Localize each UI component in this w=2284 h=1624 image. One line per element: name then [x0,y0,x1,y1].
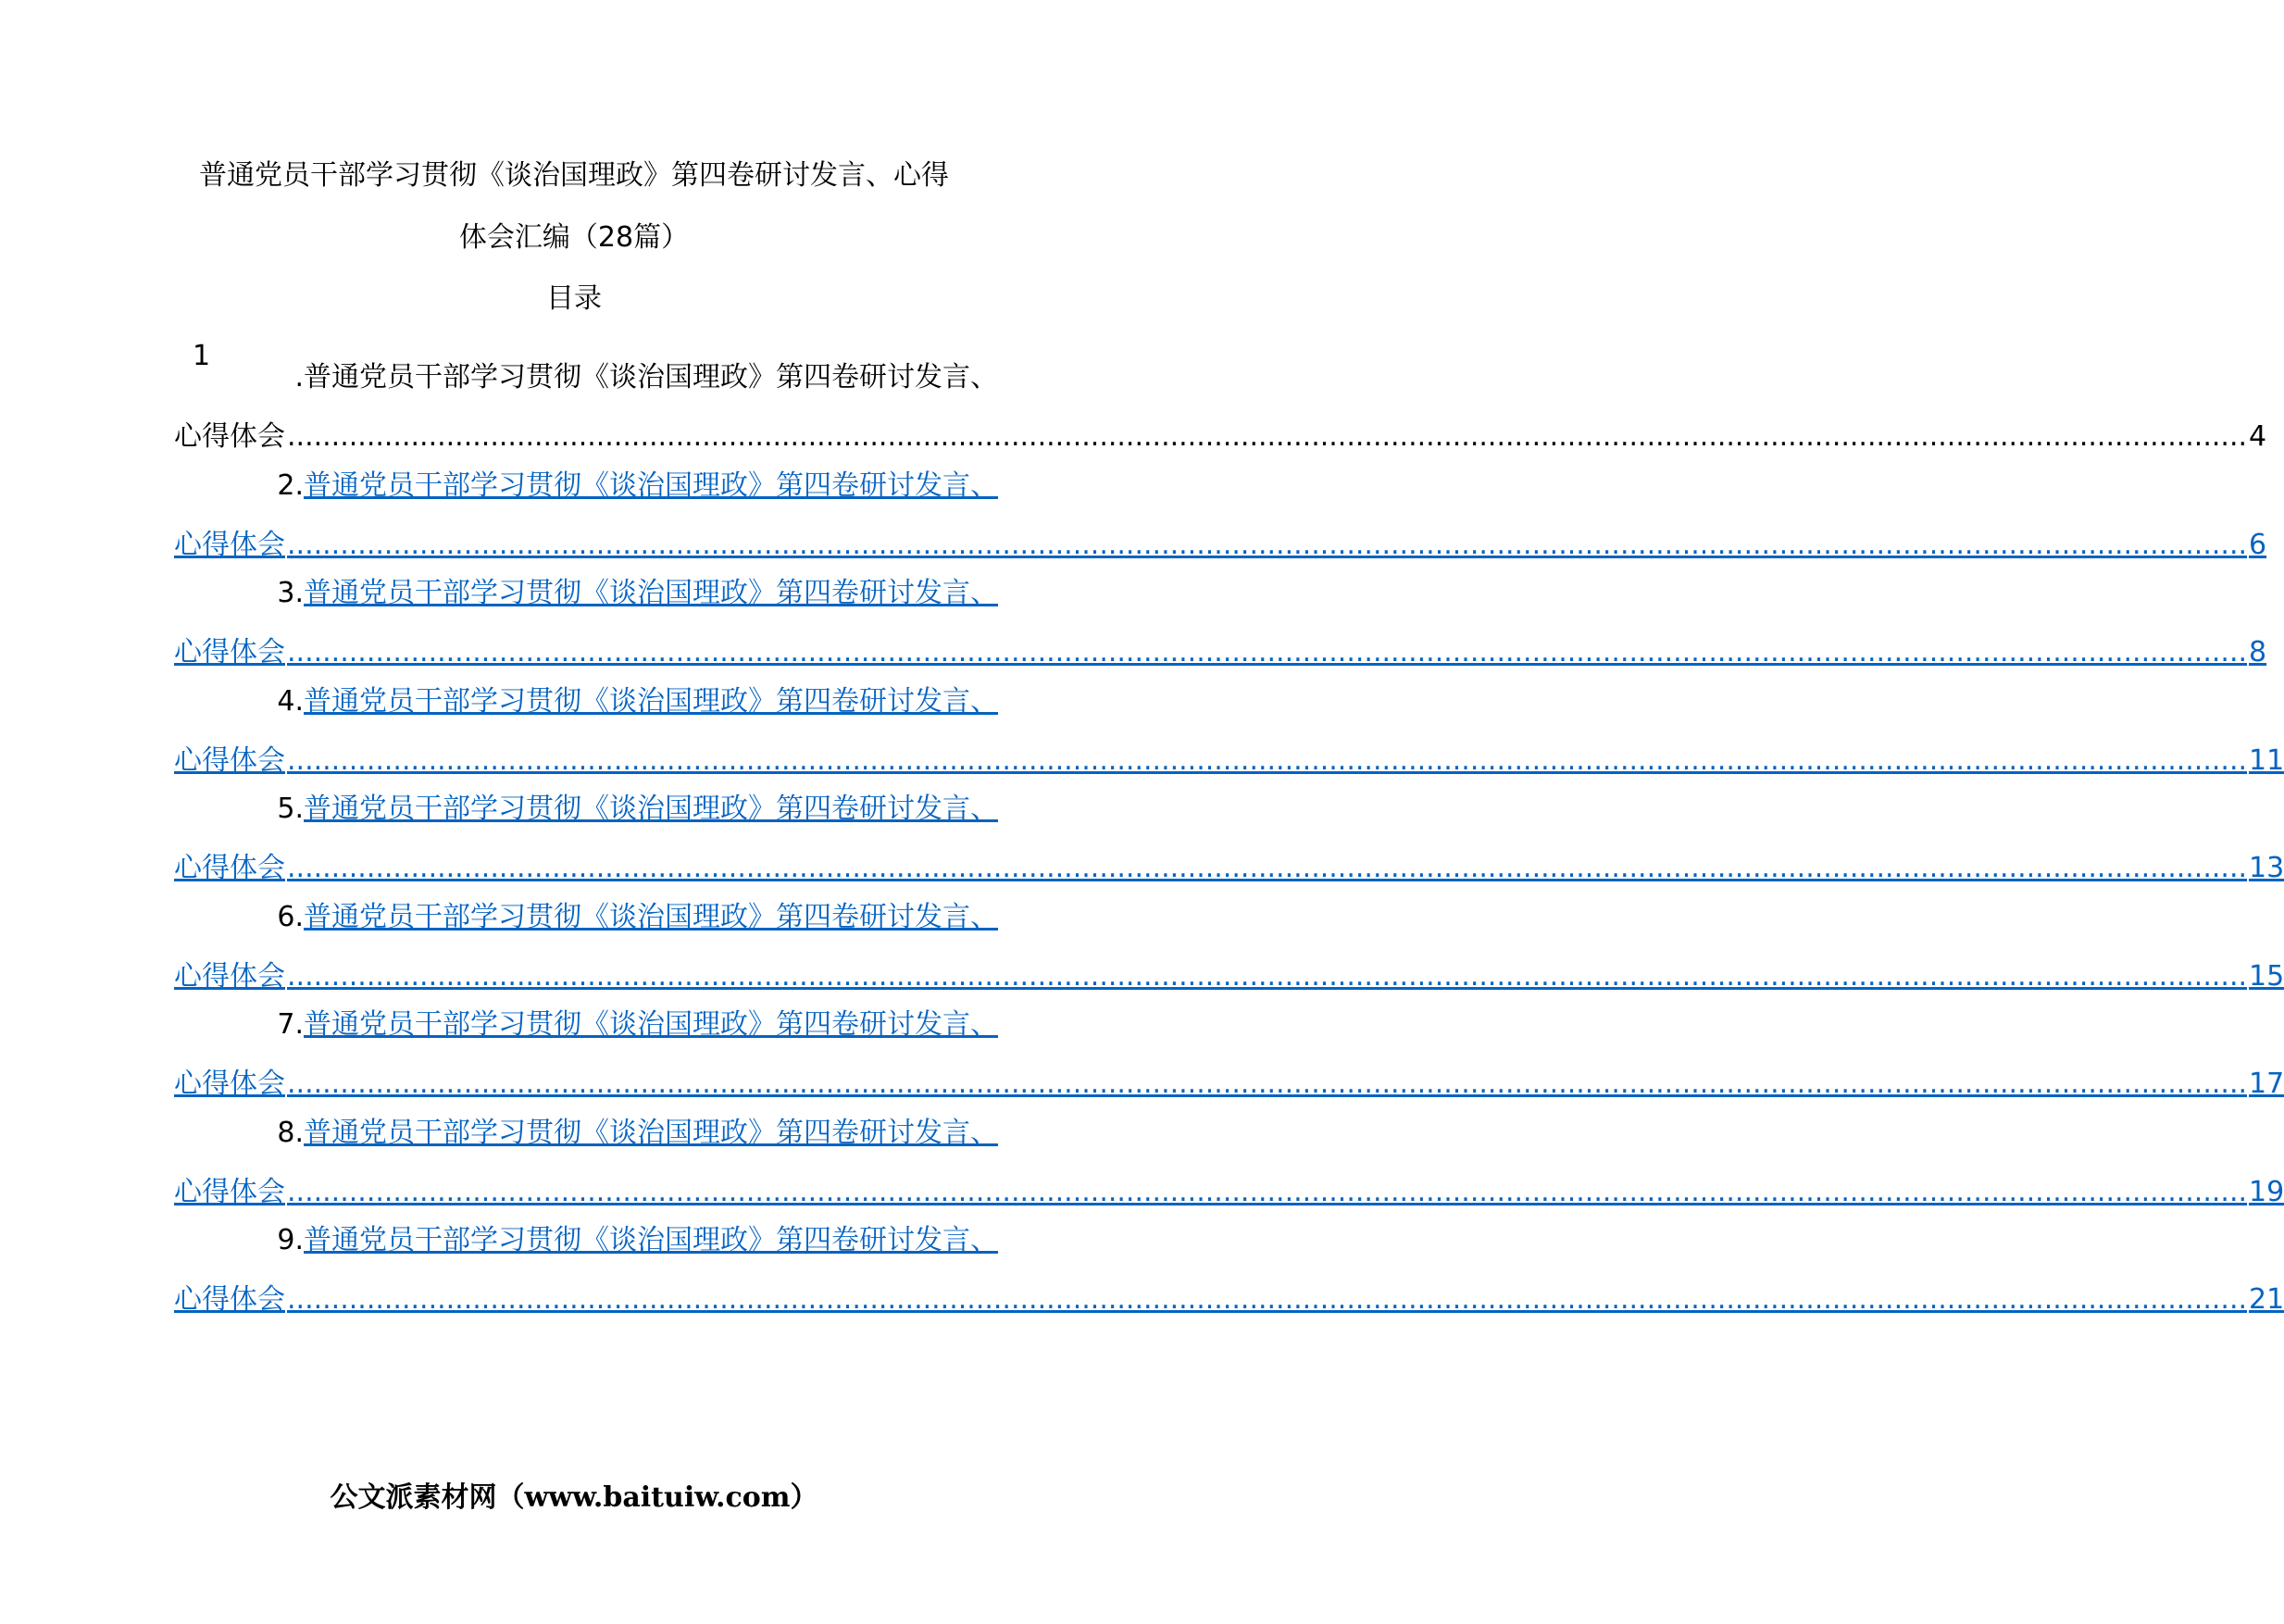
footer-watermark: 公文派素材网（www.baituiw.com） [330,1481,818,1514]
toc-entry-number: 4. [277,685,304,718]
toc-entry [0,359,2267,480]
toc-entry-title-line[interactable] [174,899,998,936]
document-title-line2: 体会汇编（28篇） [458,221,690,254]
toc-entry[interactable] [0,791,2284,911]
toc-page-number: 19 [2249,1176,2284,1208]
toc-entry-continuation: 心得体会 [174,852,285,884]
toc-entry[interactable] [0,899,2284,1019]
toc-entry-title-line[interactable] [174,1115,998,1152]
toc-entry[interactable] [0,683,2284,804]
toc-entry-title[interactable]: 普通党员干部学习贯彻《谈治国理政》第四卷研讨发言、 [304,685,998,718]
toc-entry-continuation-line[interactable] [174,1174,2284,1211]
toc-entry-number: 9. [277,1224,304,1256]
toc-entry-title-line[interactable] [174,575,998,612]
toc-page-number: 4 [2249,420,2267,453]
toc-entry-continuation: 心得体会 [174,960,285,993]
toc-entry-number: 3. [277,577,304,609]
toc-page-number: 8 [2249,636,2267,668]
toc-entry-continuation: 心得体会 [174,1283,285,1316]
toc-entry-title-line [174,359,998,396]
toc-page-number: 13 [2249,852,2284,884]
toc-stray-number: 1 [193,340,211,372]
toc-leader-dots: .............................................................................................................................................................................................................................. [287,529,2248,561]
toc-entry-continuation-line[interactable] [174,958,2284,995]
toc-entry-title[interactable]: 普通党员干部学习贯彻《谈治国理政》第四卷研讨发言、 [304,1117,998,1149]
toc-entry-title-line[interactable] [174,1006,998,1043]
toc-entry[interactable] [0,575,2267,695]
toc-entry-continuation-line[interactable] [174,527,2267,564]
toc-entry-continuation-line[interactable] [174,1281,2284,1318]
toc-entry-continuation: 心得体会 [174,636,285,668]
toc-entry[interactable] [0,468,2267,588]
toc-leader-dots: .............................................................................................................................................................................................................................. [287,636,2248,668]
toc-entry-title-line[interactable] [174,683,998,720]
toc-entry[interactable] [0,1222,2284,1343]
toc-entry-title-line[interactable] [174,1222,998,1259]
toc-entry-title[interactable]: 普通党员干部学习贯彻《谈治国理政》第四卷研讨发言、 [304,793,998,825]
toc-page-number: 6 [2249,529,2267,561]
toc-entry-continuation: 心得体会 [174,744,285,777]
toc-entry-continuation-line[interactable] [174,743,2284,780]
toc-entry-title-line[interactable] [174,468,998,505]
toc-entry-number: 6. [277,901,304,933]
toc-entry-continuation-line[interactable] [174,634,2267,671]
toc-entry-continuation: 心得体会 [174,1068,285,1100]
toc-entry-title: .普通党员干部学习贯彻《谈治国理政》第四卷研讨发言、 [294,361,998,394]
toc-entry-title[interactable]: 普通党员干部学习贯彻《谈治国理政》第四卷研讨发言、 [304,469,998,502]
toc-leader-dots: .............................................................................................................................................................................................................................. [287,960,2248,993]
toc-entry[interactable] [0,1006,2284,1127]
toc-entry-continuation: 心得体会 [174,420,285,453]
toc-entry-continuation: 心得体会 [174,529,285,561]
toc-heading: 目录 [546,282,602,315]
document-title-line1: 普通党员干部学习贯彻《谈治国理政》第四卷研讨发言、心得 [199,159,949,192]
toc-entry-title[interactable]: 普通党员干部学习贯彻《谈治国理政》第四卷研讨发言、 [304,901,998,933]
toc-entry-title[interactable]: 普通党员干部学习贯彻《谈治国理政》第四卷研讨发言、 [304,577,998,609]
toc-entry-title[interactable]: 普通党员干部学习贯彻《谈治国理政》第四卷研讨发言、 [304,1008,998,1041]
toc-leader-dots: .............................................................................................................................................................................................................................. [287,852,2248,884]
toc-entry-continuation-line[interactable] [174,850,2284,887]
toc-entry-title-line[interactable] [174,791,998,828]
toc-page-number: 15 [2249,960,2284,993]
toc-entry-number: 2. [277,469,304,502]
toc-entry[interactable] [0,1115,2284,1235]
toc-leader-dots: .............................................................................................................................................................................................................................. [287,1068,2248,1100]
toc-entry-continuation-line[interactable] [174,1066,2284,1103]
toc-page-number: 21 [2249,1283,2284,1316]
toc-entry-continuation-line [174,418,2267,456]
toc-entry-title[interactable]: 普通党员干部学习贯彻《谈治国理政》第四卷研讨发言、 [304,1224,998,1256]
toc-entry-continuation: 心得体会 [174,1176,285,1208]
toc-entry-number: 7. [277,1008,304,1041]
toc-entry-number: 5. [277,793,304,825]
toc-leader-dots: .............................................................................................................................................................................................................................. [287,1283,2248,1316]
toc-page-number: 17 [2249,1068,2284,1100]
toc-leader-dots: .............................................................................................................................................................................................................................. [287,744,2248,777]
toc-leader-dots: .............................................................................................................................................................................................................................. [287,420,2248,453]
toc-page-number: 11 [2249,744,2284,777]
toc-leader-dots: .............................................................................................................................................................................................................................. [287,1176,2248,1208]
toc-entry-number: 8. [277,1117,304,1149]
